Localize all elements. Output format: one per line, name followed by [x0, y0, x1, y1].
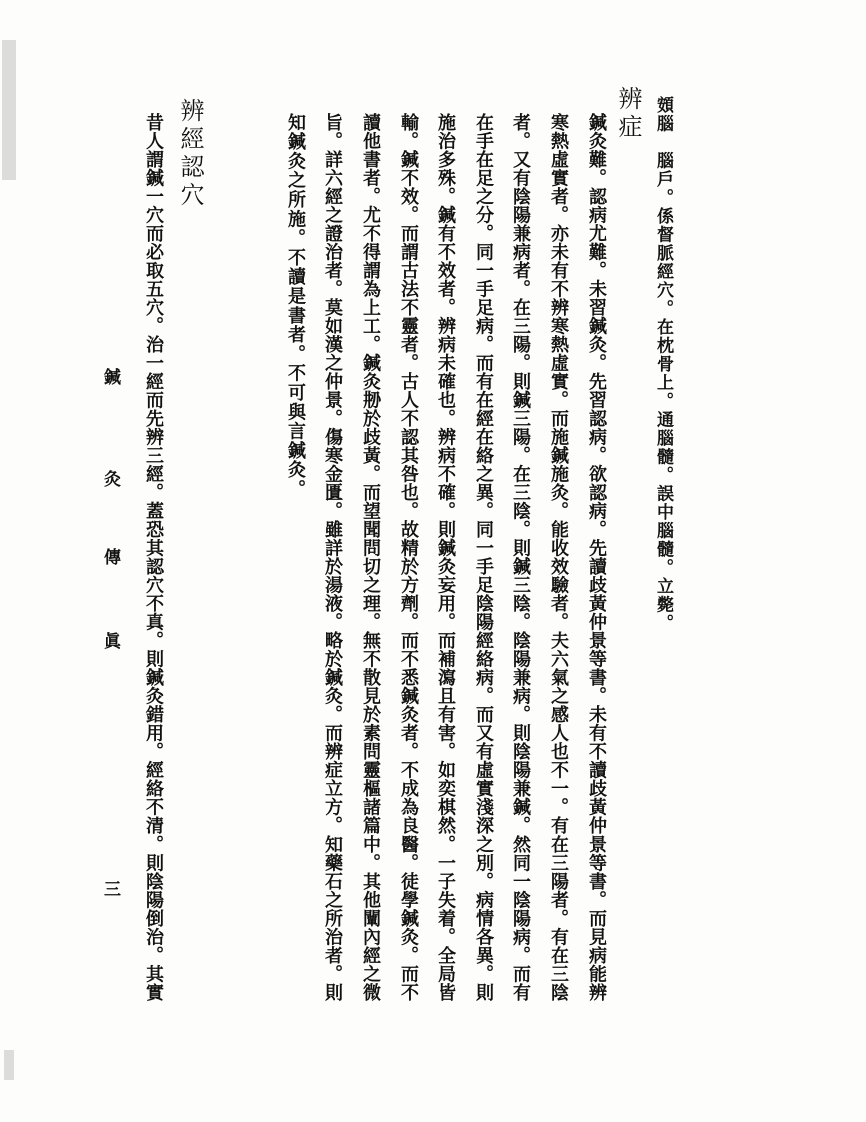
section-heading-bianzheng: 辨症 — [614, 86, 642, 142]
section-heading-bianjingrenxue: 辨經認穴 — [176, 98, 204, 210]
scan-edge-mark — [4, 1050, 14, 1080]
page-number: 三 — [100, 880, 120, 897]
scan-edge-mark — [2, 40, 16, 180]
footer-book-title-char: 傳 — [100, 548, 120, 565]
text-column: 寒熱虛實者。亦未有不辨寒熱虛實。而施鍼施灸。能收效驗者。夫六氣之感人也不一。有在三陽者。有在三陰 — [548, 113, 569, 1001]
text-column: 鍼灸難。認病尤難。未習鍼灸。先習認病。欲認病。先讀歧黃仲景等書。未有不讀歧黃仲景等書。而見病能辨 — [586, 113, 607, 1001]
text-column-last: 知鍼灸之所施。不讀是書者。不可與言鍼灸。 — [285, 113, 306, 499]
text-column: 在手在足之分。同一手足病。而有在經在絡之異。同一手足陰陽經絡病。而又有虛實淺深之別。病情各異。則 — [473, 113, 494, 1001]
footer-book-title-char: 鍼 — [100, 368, 120, 385]
text-column: 輸。鍼不效。而謂古法不靈者。古人不認其咎也。故精於方劑。而不悉鍼灸者。不成為良醫。徒學鍼灸。而不 — [398, 113, 419, 1001]
footer-book-title-char: 灸 — [100, 470, 120, 487]
text-column: 昔人謂鍼一穴而必取五穴。治一經而先辨三經。蓋恐其認穴不真。則鍼灸錯用。經絡不清。則陰陽倒治。其實 — [143, 113, 164, 1001]
text-column: 旨。詳六經之證治者。莫如漢之仲景。傷寒金匱。雖詳於湯液。略於鍼灸。而辨症立方。知藥石之所治者。則 — [322, 113, 343, 1001]
text-column: 施治多殊。鍼有不效者。辨病未確也。辨病不確。則鍼灸妄用。而補瀉且有害。如奕棋然。一子失着。全局皆 — [435, 113, 456, 1001]
text-column: 者。又有陰陽兼病者。在三陽。則鍼三陽。在三陰。則鍼三陰。陰陽兼病。則陰陽兼鍼。然同一陰陽病。而有 — [510, 113, 531, 1001]
footer-book-title-char: 眞 — [100, 632, 120, 649]
text-column: 讀他書者。尤不得謂為上工。鍼灸刱於歧黃。而望聞問切之理。無不散見於素問靈樞諸篇中。其他闡內經之微 — [360, 113, 381, 1001]
intro-line: 頞腦 腦戶。係督脈經穴。在枕骨上。通腦髓。誤中腦髓。立斃。 — [653, 96, 673, 633]
